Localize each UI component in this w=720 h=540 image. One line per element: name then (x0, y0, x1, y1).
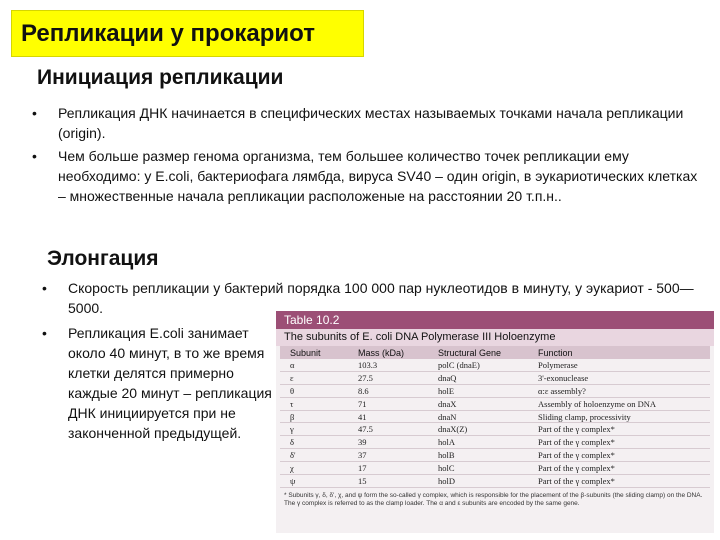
bullet-text: Репликация ДНК начинается в специфических местах называемых точками начала репликации (origin). (58, 105, 684, 141)
cell-gene: holE (434, 384, 534, 397)
polymerase-table-figure (276, 311, 714, 533)
bullet-text: Чем больше размер генома организма, тем большее количество точек репликации ему необходимо: у E.coli, бактериофага лямбда, вируса SV40 – один origin, в эукариотических клетках – множественные начала репликации расположеные на расстоянии 20 т.п.н.. (58, 148, 698, 204)
table-row (280, 384, 710, 397)
table-label: Table 10.2 (276, 311, 714, 329)
bullet-origin (32, 103, 702, 143)
cell-gene: dnaQ (434, 371, 534, 384)
table-row (280, 359, 710, 371)
cell-mass: 8.6 (354, 384, 434, 397)
cell-gene: holB (434, 449, 534, 462)
cell-gene: polC (dnaE) (434, 359, 534, 371)
table-header-row (280, 346, 710, 359)
table-row (280, 449, 710, 462)
cell-mass: 27.5 (354, 371, 434, 384)
table-row (280, 410, 710, 423)
cell-mass: 71 (354, 397, 434, 410)
cell-function: Part of the γ complex* (534, 449, 710, 462)
header-mass: Mass (kDa) (354, 346, 434, 359)
cell-function: 3'-exonuclease (534, 371, 710, 384)
cell-subunit: θ (280, 384, 354, 397)
cell-mass: 39 (354, 436, 434, 449)
bullet-ecoli-replication (42, 323, 272, 443)
header-subunit: Subunit (280, 346, 354, 359)
bullet-text: Скорость репликации у бактерий порядка 100 000 пар нуклеотидов в минуту, у эукариот - 500—5000. (68, 280, 694, 316)
elongation-heading: Элонгация (47, 247, 159, 270)
cell-subunit: δ (280, 436, 354, 449)
cell-mass: 103.3 (354, 359, 434, 371)
cell-mass: 37 (354, 449, 434, 462)
table-caption: The subunits of E. coli DNA Polymerase III Holoenzyme (276, 329, 714, 346)
table-row (280, 423, 710, 436)
cell-function: Part of the γ complex* (534, 423, 710, 436)
slide-title: Репликации у прокариот (11, 10, 364, 57)
cell-function: Part of the γ complex* (534, 436, 710, 449)
cell-gene: dnaX(Z) (434, 423, 534, 436)
cell-mass: 15 (354, 475, 434, 488)
bullet-genome-size (32, 146, 702, 206)
cell-subunit: β (280, 410, 354, 423)
cell-function: Part of the γ complex* (534, 475, 710, 488)
cell-subunit: γ (280, 423, 354, 436)
cell-mass: 41 (354, 410, 434, 423)
table-row (280, 436, 710, 449)
cell-gene: holA (434, 436, 534, 449)
cell-mass: 17 (354, 462, 434, 475)
subunits-table (280, 346, 710, 488)
cell-gene: dnaX (434, 397, 534, 410)
bullet-dot: • (42, 280, 47, 296)
bullet-dot: • (32, 148, 37, 164)
cell-subunit: ψ (280, 475, 354, 488)
header-gene: Structural Gene (434, 346, 534, 359)
table-row (280, 397, 710, 410)
bullet-dot: • (42, 325, 47, 341)
cell-function: Part of the γ complex* (534, 462, 710, 475)
header-function: Function (534, 346, 710, 359)
table-row (280, 475, 710, 488)
bullet-text: Репликация E.coli занимает около 40 минут, в то же время клетки делятся примерно каждые 20 минут – репликация ДНК инициируется при не законченной предыдущей. (68, 325, 272, 441)
bullet-dot: • (32, 105, 37, 121)
cell-mass: 47.5 (354, 423, 434, 436)
cell-gene: holD (434, 475, 534, 488)
initiation-heading: Инициация репликации (37, 66, 284, 89)
cell-subunit: α (280, 359, 354, 371)
cell-function: Assembly of holoenzyme on DNA (534, 397, 710, 410)
cell-subunit: ε (280, 371, 354, 384)
cell-subunit: χ (280, 462, 354, 475)
cell-subunit: τ (280, 397, 354, 410)
table-row (280, 462, 710, 475)
table-footnote: * Subunits γ, δ, δ', χ, and ψ form the so-called γ complex, which is responsible for the placement of the β-subunits (the sliding clamp) on the DNA. The γ complex is referred to as the clamp loader. The α and ε subunits are encoded by the same gene. (284, 491, 703, 507)
cell-gene: dnaN (434, 410, 534, 423)
cell-function: α:ε assembly? (534, 384, 710, 397)
cell-function: Sliding clamp, processivity (534, 410, 710, 423)
cell-gene: holC (434, 462, 534, 475)
cell-subunit: δ' (280, 449, 354, 462)
table-row (280, 371, 710, 384)
cell-function: Polymerase (534, 359, 710, 371)
